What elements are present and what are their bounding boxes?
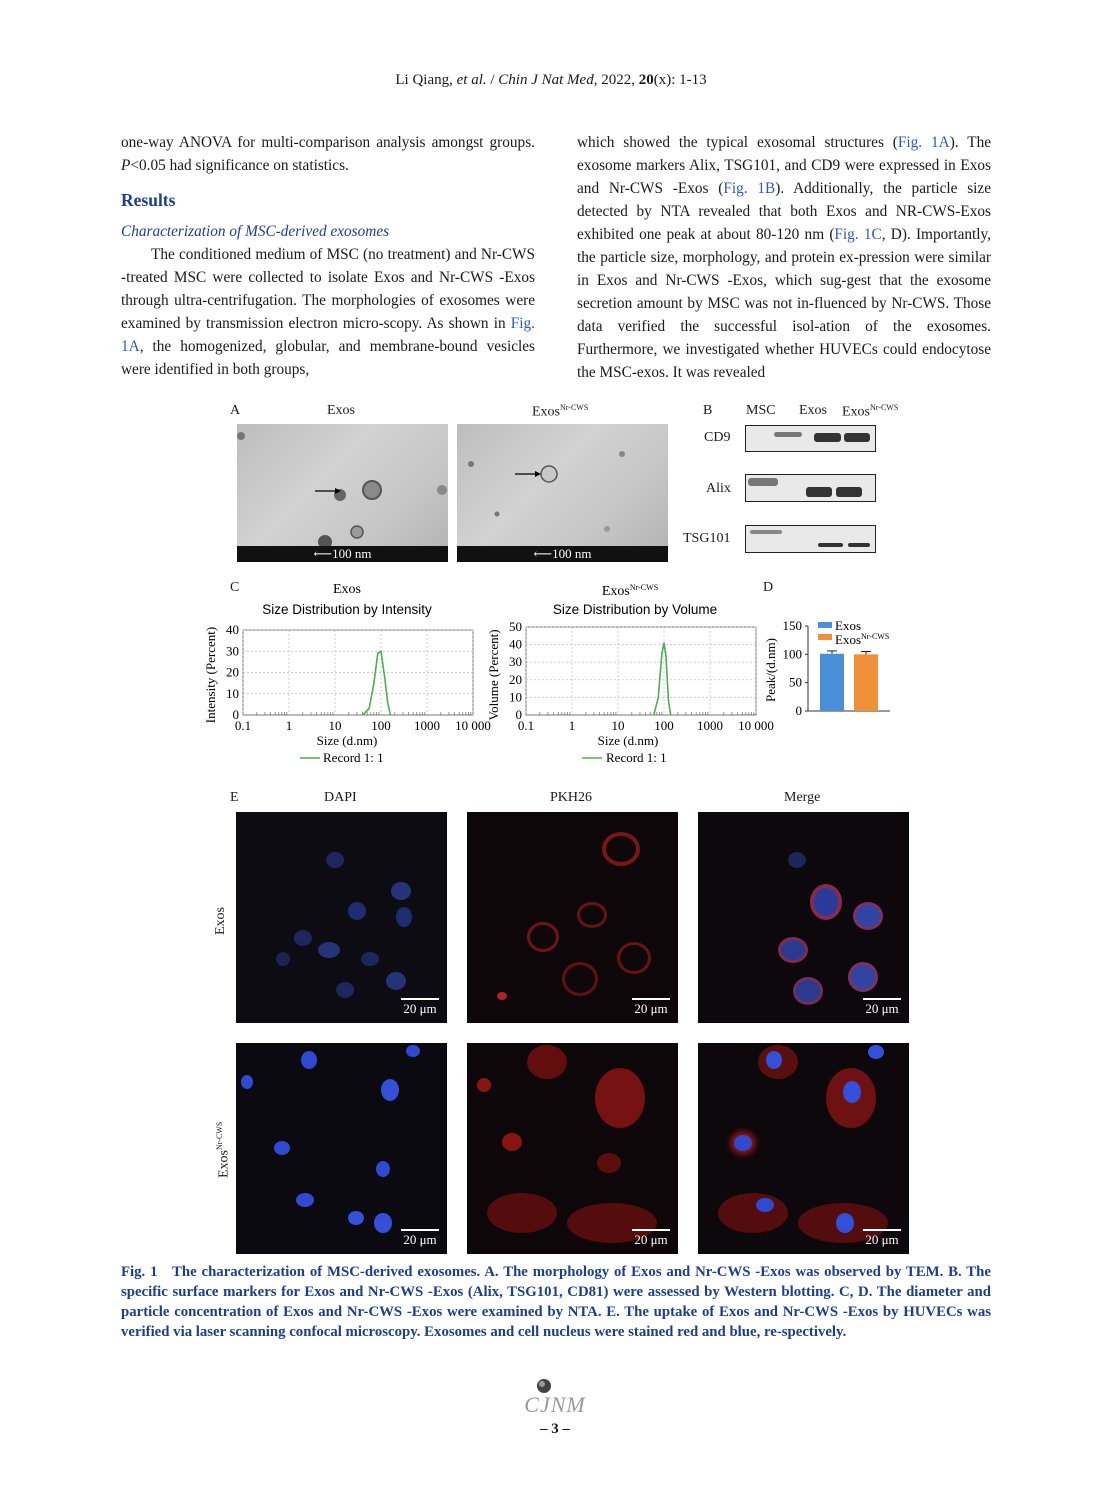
panel-a-title-exos-nrcws: Exos$^{Nr-CWS}$ [532, 403, 589, 420]
chart-ylabel: Intensity (Percent) [203, 626, 218, 724]
data-point [658, 697, 659, 698]
nucleus [391, 882, 411, 900]
chart-xlabel: Size (d.nm) [597, 733, 659, 748]
confocal-merge-exos-nrcws [698, 1043, 909, 1254]
x-tick-label: 10 000 [455, 718, 491, 733]
blot-band [774, 432, 802, 437]
blot-band [748, 478, 778, 486]
scale-bar-100nm: ⟵100 nm [457, 546, 668, 562]
blot-band [806, 487, 832, 497]
nucleus [348, 1211, 364, 1225]
blot-band [844, 433, 870, 442]
y-tick-label: 30 [226, 643, 239, 659]
y-tick-label: 20 [226, 664, 239, 680]
caption-label: Fig. 1 [121, 1264, 158, 1280]
nucleus [406, 1045, 420, 1057]
blot-band [814, 433, 841, 442]
blot-cd9 [745, 425, 876, 452]
confocal-merge-exos [698, 812, 909, 1023]
x-tick-label: 100 [371, 718, 391, 733]
x-tick-label: 0.1 [234, 718, 252, 733]
cell-red [502, 1133, 522, 1151]
paragraph-stats: one-way ANOVA for multi-comparison analysis amongst groups. P<0.05 had significance on statistics. [121, 134, 535, 174]
panel-letter-d: D [763, 580, 774, 595]
chart-subtitle: Size Distribution by Intensity [262, 602, 432, 617]
confocal-dapi-exos-nrcws [236, 1043, 447, 1254]
y-tick-label: 100 [782, 646, 802, 662]
legend-swatch-exos [818, 622, 832, 628]
nucleus [374, 1213, 392, 1233]
scale-bar-20um: 20 μm [863, 1229, 901, 1248]
cell-red [527, 1045, 567, 1079]
legend-exos-nrcws: Exos$^{Nr-CWS}$ [835, 632, 890, 647]
nucleus [396, 907, 412, 927]
panel-letter-c: C [230, 580, 240, 595]
x-tick-label: 10 [328, 718, 342, 733]
running-header: Li Qiang, et al. / Chin J Nat Med, 2022, 20(x): 1-13 [395, 72, 707, 88]
nucleus [294, 930, 312, 946]
blot-col-exos-nrcws: Exos$^{Nr-CWS}$ [842, 403, 899, 420]
y-tick-label: 10 [509, 689, 522, 705]
nucleus [381, 1079, 399, 1101]
chart-ylabel: Volume (Percent) [486, 629, 501, 721]
cell-red [562, 962, 598, 996]
data-point [653, 714, 654, 715]
panel-e-col-pkh26: PKH26 [550, 790, 593, 805]
cell-red [477, 1078, 491, 1092]
scale-bar-20um: 20 μm [401, 998, 439, 1017]
data-point [377, 653, 378, 654]
scale-bar-20um: 20 μm [632, 1229, 670, 1248]
bar [820, 654, 844, 711]
nucleus [276, 952, 290, 966]
confocal-dapi-exos [236, 812, 447, 1023]
blot-col-exos: Exos [799, 403, 827, 418]
y-tick-label: 0 [515, 707, 522, 722]
y-tick-label: 10 [226, 685, 239, 701]
nucleus [766, 1051, 782, 1069]
cell-red [595, 1068, 645, 1128]
cell-merge [810, 884, 842, 920]
chart-xlabel: Size (d.nm) [316, 733, 378, 748]
nucleus [301, 1051, 317, 1069]
cell-merge [848, 962, 878, 992]
y-tick-label: 50 [789, 674, 802, 690]
cell-merge [718, 1193, 788, 1233]
chart-size-intensity [195, 575, 491, 770]
legend-exos: Exos [835, 618, 861, 633]
chart-subtitle: Size Distribution by Volume [552, 602, 718, 617]
chart-legend: Record 1: 1 [323, 750, 384, 765]
nucleus [274, 1141, 290, 1155]
data-point [373, 683, 374, 684]
paragraph-results: which showed the typical exosomal structures (Fig. 1A). The exosome markers Alix, TSG101, and CD9 were expressed in Exos and Nr-CWS -Exos (Fig. 1B). Additionally, the particle size detected by NTA revealed that both Exos and NR-CWS-Exos exhibited one peak at about 80-120 nm (Fig. 1C, D). Importantly, the particle size, morphology, and protein ex-pression were similar in Exos and Nr-CWS -Exos, which sug-gest that the exosome secretion amount by MSC was not in-fluenced by Nr-CWS. Those data verified the successful isol-ation of the exosomes. Furthermore, we investigated whether HUVECs could endocytose the MSC-exos. It was revealed [577, 134, 992, 381]
data-point [661, 653, 662, 654]
nucleus [296, 1193, 314, 1207]
nucleus [318, 942, 340, 958]
panel-e-row-exos-nrcws: Exos$^{Nr-CWS}$ [215, 1121, 232, 1178]
cell-merge [778, 937, 808, 963]
blot-band [750, 530, 782, 534]
chart-legend: Record 1: 1 [606, 750, 667, 765]
figure-link[interactable]: Fig. 1A [121, 315, 535, 355]
y-tick-label: 40 [509, 636, 522, 652]
data-point [665, 655, 666, 656]
figure-link[interactable]: Fig. 1A [897, 134, 950, 151]
cell-red [487, 1193, 557, 1233]
panel-e-row-exos: Exos [213, 907, 228, 935]
chart-peak-bar [760, 612, 910, 724]
scale-bar-20um: 20 μm [632, 998, 670, 1017]
nucleus [348, 902, 366, 920]
y-tick-label: 150 [782, 618, 802, 633]
blot-band [836, 487, 862, 497]
data-point [663, 642, 664, 643]
data-point [668, 700, 669, 701]
chart-title: Exos$^{Nr-CWS}$ [601, 583, 659, 599]
plot-frame [243, 630, 473, 715]
chart-plot-area [509, 619, 774, 733]
nucleus [868, 1045, 884, 1059]
nucleus [734, 1135, 752, 1151]
cell-red [527, 922, 559, 952]
scale-bar-20um: 20 μm [863, 998, 901, 1017]
x-tick-label: 1000 [697, 718, 723, 733]
figure-link[interactable]: Fig. 1B [723, 180, 776, 197]
tem-image-exos-nrcws [457, 424, 668, 562]
panel-a-title-exos: Exos [327, 403, 355, 418]
figure-link[interactable]: Fig. 1C [834, 226, 882, 243]
chart-plot-area [226, 622, 491, 733]
data-point [380, 651, 381, 652]
nucleus [336, 982, 354, 998]
scale-bar-100nm: ⟵100 nm [237, 546, 448, 562]
panel-letter-e: E [230, 790, 239, 805]
y-tick-label: 30 [509, 654, 522, 670]
scale-bar-20um: 20 μm [401, 1229, 439, 1248]
data-point [384, 676, 385, 677]
tem-vesicles [237, 424, 448, 562]
subsection-title: Characterization of MSC-derived exosomes [121, 223, 390, 240]
nucleus [241, 1075, 253, 1089]
nucleus [361, 952, 379, 966]
confocal-pkh26-exos [467, 812, 678, 1023]
y-tick-label: 50 [509, 619, 522, 634]
y-tick-label: 0 [232, 707, 239, 722]
x-tick-label: 1 [568, 718, 576, 733]
tem-vesicles [457, 424, 668, 562]
nucleus [788, 852, 806, 868]
x-tick-label: 100 [654, 718, 674, 733]
left-column [121, 131, 535, 381]
cell-red [617, 942, 651, 974]
cell-merge [793, 977, 823, 1005]
bar [854, 654, 878, 711]
data-point [362, 714, 363, 715]
nucleus [326, 852, 344, 868]
nucleus [836, 1213, 854, 1233]
data-point [670, 714, 671, 715]
caption-text: The characterization of MSC-derived exosomes. A. The morphology of Exos and Nr-CWS -Exos was observed by TEM. B. The specific surface markers for Exos and Nr-CWS -Exos (Alix, TSG101, CD81) were assessed by Western blotting. C, D. The diameter and particle concentration of Exos and Nr-CWS -Exos were examined by NTA. E. The uptake of Exos and Nr-CWS -Exos by HUVECs was verified via laser scanning confocal microscopy. Exosomes and cell nucleus were stained red and blue, re-spectively. [121, 1264, 991, 1340]
cell-red [497, 992, 507, 1000]
x-tick-label: 10 [611, 718, 625, 733]
panel-e-col-merge: Merge [784, 790, 821, 805]
nucleus [756, 1198, 774, 1212]
blot-row-alix: Alix [706, 481, 731, 496]
figure-caption [121, 1262, 991, 1342]
cell-red [602, 832, 640, 866]
blot-band [848, 543, 870, 547]
page-number: – 3 – [540, 1421, 570, 1437]
paragraph-characterization: The conditioned medium of MSC (no treatment) and Nr-CWS -treated MSC were collected to isolate Exos and Nr-CWS -Exos through ultra-centrifugation. The morphologies of exosomes were examined by transmission electron micro-scopy. As shown in Fig. 1A, the homogenized, globular, and membrane-bound vesicles were identified in both groups, [121, 246, 535, 378]
y-tick-label: 0 [795, 703, 802, 718]
plot-frame [526, 627, 756, 715]
blot-tsg101 [745, 525, 876, 553]
cell-merge [853, 902, 883, 930]
chart-ylabel: Peak/(d.nm) [763, 638, 778, 702]
journal-logo: CJNM [524, 1392, 586, 1417]
x-tick-label: 1000 [414, 718, 440, 733]
panel-letter-a: A [230, 403, 241, 418]
y-tick-label: 40 [226, 622, 239, 637]
blot-col-msc: MSC [746, 403, 776, 418]
data-point [390, 714, 391, 715]
legend-swatch-exos-nrcws [818, 634, 832, 640]
blot-row-cd9: CD9 [704, 430, 731, 445]
cell-red [577, 902, 607, 928]
blot-alix [745, 474, 876, 502]
data-point [368, 708, 369, 709]
panel-letter-b: B [703, 403, 713, 418]
tem-image-exos [237, 424, 448, 562]
nucleus [376, 1161, 390, 1177]
confocal-pkh26-exos-nrcws [467, 1043, 678, 1254]
nucleus [843, 1081, 861, 1103]
chart-title: Exos [333, 582, 361, 597]
x-tick-label: 10 000 [738, 718, 774, 733]
right-column [577, 131, 991, 384]
panel-e-col-dapi: DAPI [324, 790, 357, 805]
cell-red [597, 1153, 621, 1173]
blot-row-tsg101: TSG101 [683, 531, 731, 546]
series-line [363, 651, 391, 715]
y-tick-label: 20 [509, 671, 522, 687]
data-point [387, 702, 388, 703]
x-tick-label: 1 [285, 718, 293, 733]
nucleus [386, 972, 406, 990]
section-title: Results [121, 190, 176, 210]
blot-band [818, 543, 843, 547]
x-tick-label: 0.1 [517, 718, 535, 733]
